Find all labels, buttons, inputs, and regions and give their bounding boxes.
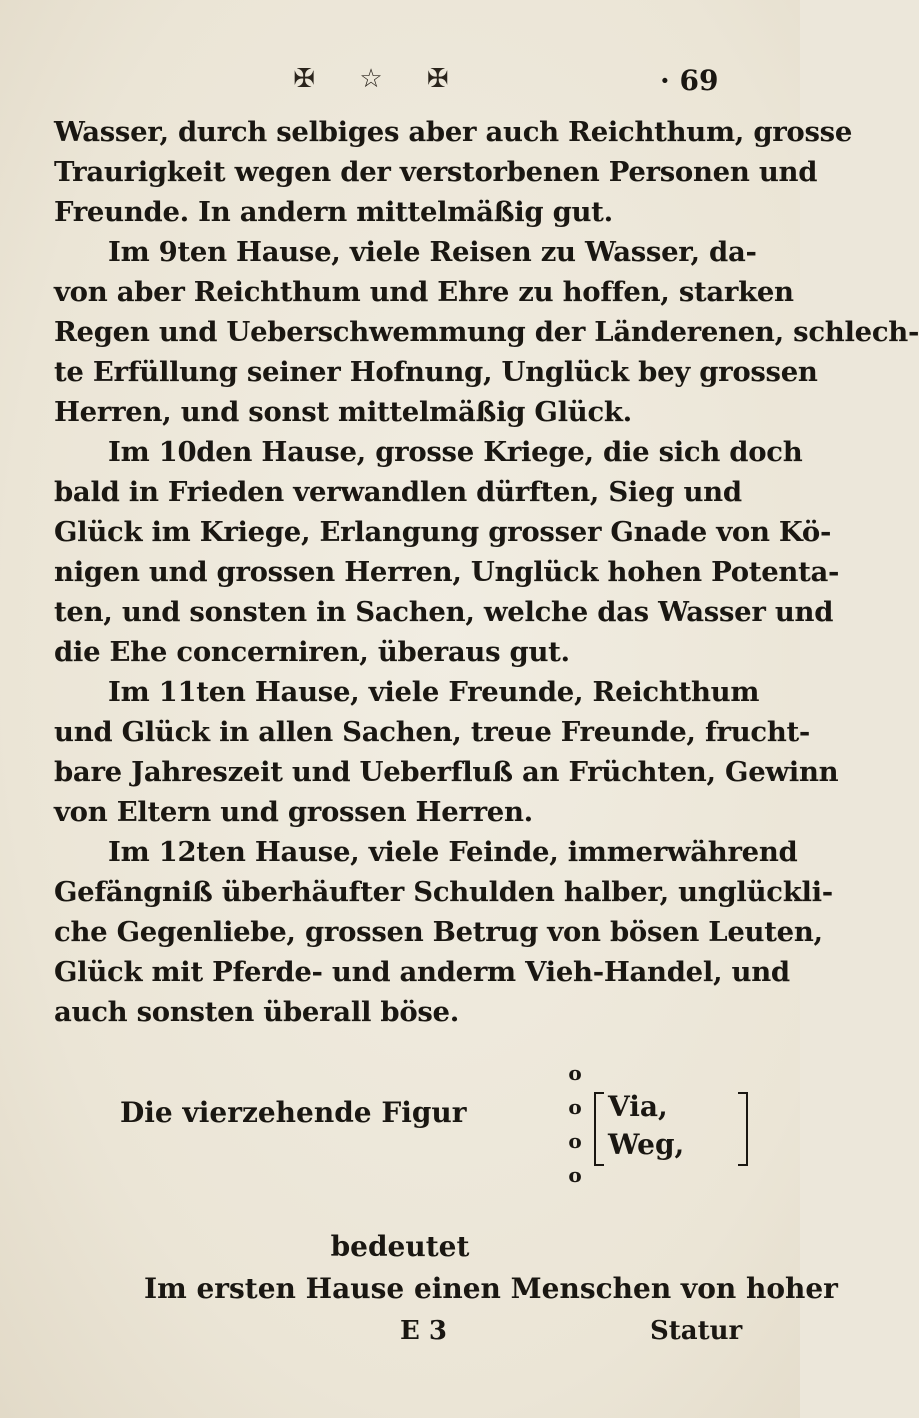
page-footer xyxy=(0,1316,800,1356)
text-line: von aber Reichthum und Ehre zu hoffen, starken xyxy=(54,276,794,308)
text-line: Freunde. In andern mittelmäßig gut. xyxy=(54,196,613,228)
figure-term-german: Weg, xyxy=(608,1128,685,1161)
figure-dot: o xyxy=(568,1095,582,1119)
bracket-tick xyxy=(596,1092,604,1094)
signature-mark: E 3 xyxy=(400,1316,447,1346)
text-line: che Gegenliebe, grossen Betrug von bösen Leuten, xyxy=(54,916,823,948)
text-line: Regen und Ueberschwemmung der Länderenen, schlech- xyxy=(54,316,919,348)
figure-term-latin: Via, xyxy=(608,1090,668,1123)
text-line: die Ehe concerniren, überaus gut. xyxy=(54,636,570,668)
bracket-tick xyxy=(738,1164,746,1166)
figure-label: Die vierzehende Figur xyxy=(120,1096,467,1129)
text-line: nigen und grossen Herren, Unglück hohen Potenta- xyxy=(54,556,840,588)
text-line: und Glück in allen Sachen, treue Freunde, frucht- xyxy=(54,716,811,748)
figure-dots xyxy=(560,1056,590,1192)
figure-bracket xyxy=(594,1092,748,1166)
figure-dot: o xyxy=(568,1129,582,1153)
text-line: Glück im Kriege, Erlangung grosser Gnade von Kö- xyxy=(54,516,832,548)
text-line: Wasser, durch selbiges aber auch Reichthum, grosse xyxy=(54,116,853,148)
text-line: Im 9ten Hause, viele Reisen zu Wasser, da- xyxy=(108,236,757,268)
geomantic-figure xyxy=(0,1056,800,1206)
bracket-tick xyxy=(738,1092,746,1094)
text-line: Im 12ten Hause, viele Feinde, immerwährend xyxy=(108,836,798,868)
figure-dot: o xyxy=(568,1163,582,1187)
bracket-tick xyxy=(596,1164,604,1166)
text-line: Traurigkeit wegen der verstorbenen Personen und xyxy=(54,156,818,188)
text-line: Im 11ten Hause, viele Freunde, Reichthum xyxy=(108,676,760,708)
header-ornament: ✠ ☆ ✠ xyxy=(293,64,467,94)
text-line: Glück mit Pferde- und anderm Vieh-Handel, und xyxy=(54,956,790,988)
catchword: Statur xyxy=(650,1316,743,1346)
text-line: bare Jahreszeit und Ueberfluß an Früchten, Gewinn xyxy=(54,756,839,788)
text-line: Im ersten Hause einen Menschen von hoher xyxy=(144,1272,838,1305)
text-line: bald in Frieden verwandlen dürften, Sieg und xyxy=(54,476,742,508)
text-line: von Eltern und grossen Herren. xyxy=(54,796,533,828)
text-line: auch sonsten überall böse. xyxy=(54,996,460,1028)
text-line: Im 10den Hause, grosse Kriege, die sich doch xyxy=(108,436,803,468)
page-header xyxy=(0,64,800,104)
text-line: ten, und sonsten in Sachen, welche das Wasser und xyxy=(54,596,834,628)
body-text xyxy=(54,112,919,1032)
page-number: · 69 xyxy=(660,64,719,97)
text-line: Gefängniß überhäufter Schulden halber, unglückli- xyxy=(54,876,833,908)
text-line: te Erfüllung seiner Hofnung, Unglück bey grossen xyxy=(54,356,818,388)
figure-dot: o xyxy=(568,1061,582,1085)
meaning-heading: bedeutet xyxy=(330,1230,470,1263)
text-line: Herren, und sonst mittelmäßig Glück. xyxy=(54,396,632,428)
